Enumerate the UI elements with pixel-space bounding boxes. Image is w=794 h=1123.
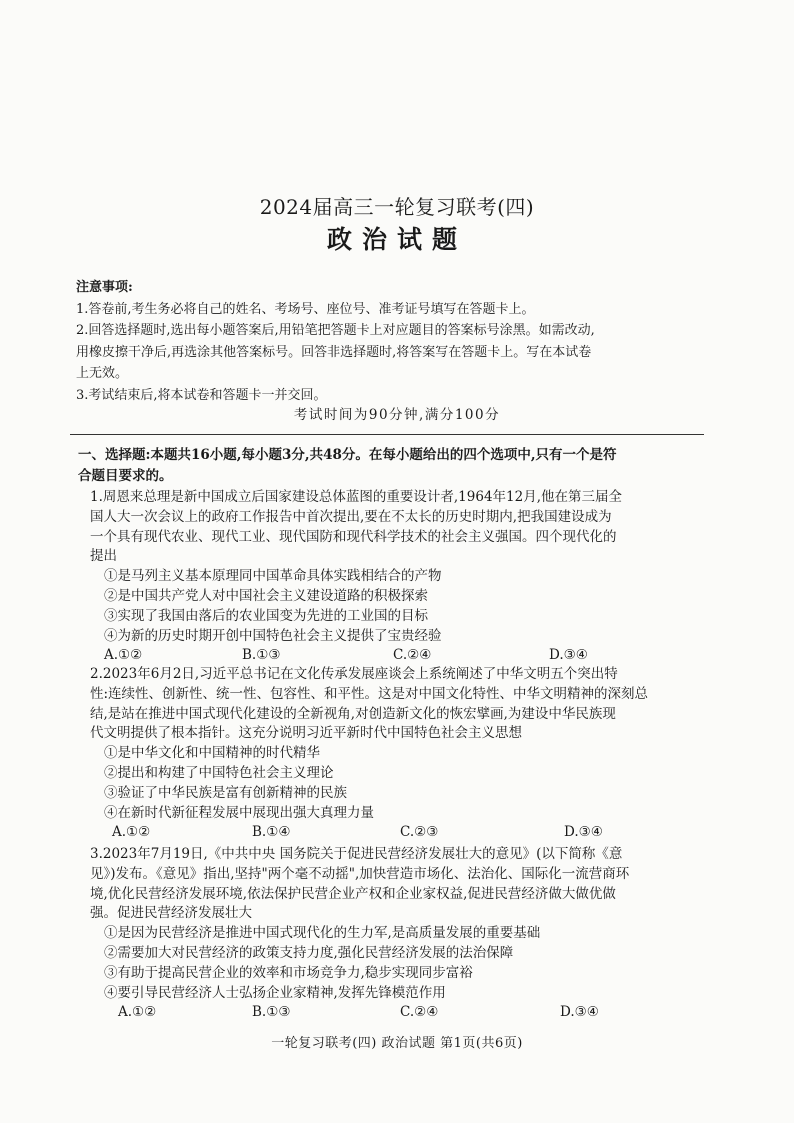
- notices-heading: 注意事项:: [76, 280, 133, 295]
- question-stem-line: 国人大一次会议上的政府工作报告中首次提出,要在不太长的历史时期内,把我国建设成为: [90, 508, 612, 525]
- exam-title: 2024届高三一轮复习联考(四): [259, 195, 535, 219]
- question-stem-line: 一个具有现代农业、现代工业、现代国防和现代科学技术的社会主义强国。四个现代化的: [90, 528, 617, 545]
- option-c: C.②④: [393, 647, 432, 664]
- divider-line: [70, 434, 704, 435]
- notice-item: 1.答卷前,考生务必将自己的姓名、考场号、座位号、准考证号填写在答题卡上。: [76, 301, 535, 317]
- question-stem-line: 3.2023年7月19日,《中共中央 国务院关于促进民营经济发展壮大的意见》(以下简称《意: [90, 846, 623, 862]
- statement: ①是中华文化和中国精神的时代精华: [104, 745, 320, 762]
- answer-options: [90, 1003, 670, 1023]
- statement: ②是中国共产党人对中国社会主义建设道路的积极探索: [104, 587, 428, 604]
- option-d: D.③④: [564, 824, 603, 841]
- question-stem-line: 境,优化民营经济发展环境,依法保护民营企业产权和企业家权益,促进民营经济做大做优做: [90, 885, 616, 902]
- section-heading: [78, 445, 668, 487]
- exam-time-note: 考试时间为90分钟,满分100分: [293, 407, 501, 423]
- statement: ①是马列主义基本原理同中国革命具体实践相结合的产物: [104, 568, 442, 585]
- statement: ④要引导民营经济人士弘扬企业家精神,发挥先锋模范作用: [104, 984, 446, 1001]
- option-a: A.①②: [112, 824, 151, 841]
- option-b: B.①③: [242, 647, 281, 664]
- statement: ③验证了中华民族是富有创新精神的民族: [104, 784, 347, 801]
- statement: ②需要加大对民营经济的政策支持力度,强化民营经济发展的法治保障: [104, 944, 514, 961]
- question-stem-line: 提出: [90, 548, 117, 565]
- section-heading-line: 合题目要求的。: [78, 468, 173, 484]
- question-stem-line: 1.周恩来总理是新中国成立后国家建设总体蓝图的重要设计者,1964年12月,他在第三届全: [90, 489, 622, 505]
- option-d: D.③④: [560, 1004, 599, 1021]
- page-footer: 一轮复习联考(四) 政治试题 第1页(共6页): [271, 1036, 523, 1051]
- option-c: C.②④: [400, 1004, 439, 1021]
- option-d: D.③④: [549, 647, 588, 664]
- notices: [76, 277, 668, 406]
- question-3: [90, 845, 670, 1023]
- notice-item: 2.回答选择题时,选出每小题答案后,用铅笔把答题卡上对应题目的答案标号涂黑。如需改动,: [76, 323, 595, 338]
- statement: ①是因为民营经济是推进中国式现代化的生力军,是高质量发展的重要基础: [104, 925, 541, 942]
- statement: ④为新的历史时期开创中国特色社会主义提供了宝贵经验: [104, 627, 442, 644]
- notice-item: 3.考试结束后,将本试卷和答题卡一并交回。: [76, 387, 327, 403]
- question-1: [90, 488, 670, 666]
- answer-options: [90, 823, 670, 843]
- question-stem-line: 强。促进民营经济发展壮大: [90, 905, 252, 922]
- question-stem-line: 性:连续性、创新性、统一性、包容性、和平性。这是对中国文化特性、中华文明精神的深刻总: [90, 685, 649, 702]
- statement: ③有助于提高民营企业的效率和市场竞争力,稳步实现同步富裕: [104, 964, 473, 981]
- statement: ③实现了我国由落后的农业国变为先进的工业国的目标: [104, 607, 428, 624]
- notice-item: 用橡皮擦干净后,再选涂其他答案标号。回答非选择题时,将答案写在答题卡上。写在本试卷: [76, 344, 592, 360]
- option-a: A.①②: [104, 647, 143, 664]
- question-stem-line: 2.2023年6月2日,习近平总书记在文化传承发展座谈会上系统阐述了中华文明五个突出特: [90, 666, 618, 682]
- option-b: B.①③: [252, 1004, 291, 1021]
- option-a: A.①②: [118, 1004, 157, 1021]
- notice-item: 上无效。: [76, 366, 129, 381]
- answer-options: [90, 646, 670, 666]
- exam-subject-title: 政治试题: [326, 225, 467, 254]
- question-stem-line: 代文明提供了根本指针。这充分说明习近平新时代中国特色社会主义思想: [90, 725, 522, 742]
- question-stem-line: 结,是站在推进中国式现代化建设的全新视角,对创造新文化的恢宏擘画,为建设中华民族现: [90, 705, 616, 722]
- section-heading-line: 一、选择题:本题共16小题,每小题3分,共48分。在每小题给出的四个选项中,只有一个是符: [78, 447, 617, 463]
- statement: ②提出和构建了中国特色社会主义理论: [104, 764, 334, 781]
- option-b: B.①④: [252, 824, 291, 841]
- question-2: [90, 665, 670, 843]
- option-c: C.②③: [400, 824, 439, 841]
- statement: ④在新时代新征程发展中展现出强大真理力量: [104, 804, 374, 821]
- question-stem-line: 见》)发布。《意见》指出,坚持"两个毫不动摇",加快营造市场化、法治化、国际化一流营商环: [90, 865, 630, 882]
